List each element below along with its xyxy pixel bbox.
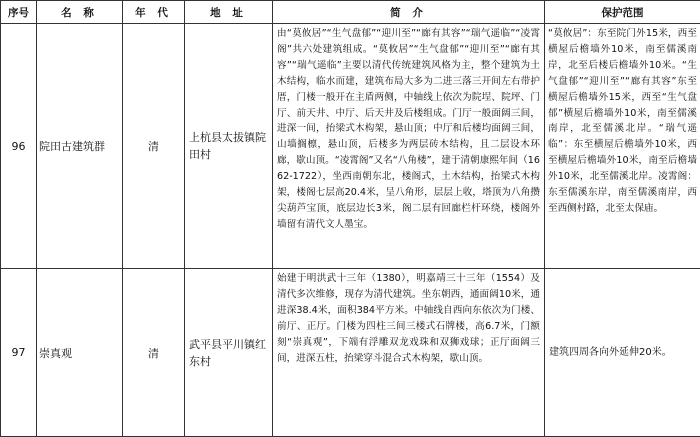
row-address: 武平县平川镇红东村 [185,269,273,437]
row-name: 院田古建筑群 [37,24,123,269]
row-intro-cell [273,24,545,269]
header-intro: 简 介 [273,1,545,24]
row-intro: 始建于明洪武十三年（1380），明嘉靖三十三年（1554）及清代多次维修，现存为清代建筑。坐东朝西，通面阔10米，通进深38.4米，面积384平方米。中轴线自西向东依次为门楼、前厅、正厅。门楼为四柱三间三楼式石牌楼，高6.7米，门额刻“崇真观”，下端有浮雕双龙戏珠和双狮戏球；正厅面阔三间，进深五柱，抬梁穿斗混合式木构架，歇山顶。 [277,271,540,366]
header-address: 地 址 [185,1,273,24]
header-era: 年 代 [123,1,185,24]
row-name: 崇真观 [37,269,123,437]
row-number: 97 [1,269,37,437]
row-protection-cell [545,269,700,437]
table-row [1,269,700,437]
row-era: 清 [123,269,185,437]
header-name: 名 称 [37,1,123,24]
row-number: 96 [1,24,37,269]
row-address: 上杭县太拔镇院田村 [185,24,273,269]
row-intro: 由“莫攸居”“生气盘郁”“迎川至”“廊有其容”“瑞气遥临”“凌霄阁”共六处建筑组成。“莫攸居”“生气盘郁”“迎川至”“廊有其容”“瑞气遥临”主要以清代传统建筑风格为主，整个建筑为土木结构，临水而建，建筑布局大多为二进三落三开间左右带护厝，门楼一般开在主盾两侧，中轴线上依次为院埕、院坪、门厅、前天井、中厅、后天井及后楼组成。门厅一般面阔三间，进深一间，抬梁式木构架，悬山顶；中厅和后楼均面阔三间，山墙搁檩，悬山顶，后楼多为两层砖木结构，且二层设木环廊，歇山顶。“凌霄阁”又名“八角楼”，建于清朝康熙年间（1662-1722），坐西南朝东北，楼阁式，土木结构，抬梁式木构架，楼阁七层高20.4米，呈八角形，层层上收，塔顶为八角攒尖葫芦宝顶，底层边长3米，阁二层有回廊栏杆环绕，楼阁外墙留有清代文人墨宝。 [277,26,540,233]
row-era: 清 [123,24,185,269]
table-row [1,24,700,269]
row-intro-cell [273,269,545,437]
table-header-row [1,1,700,24]
row-protection-cell [545,24,700,269]
row-protection: 建筑四周各向外延伸20米。 [549,345,696,360]
header-number: 序号 [1,1,37,24]
row-protection: “莫攸居”：东至院门外15米，西至横屋后檐墙外10米，南至儒溪南岸，北至后楼后檐墙外10米。“生气盘郁”“迎川至”“廊有其容”东至横屋后檐墙外15米，西至“生气盘郁”横屋后檐墙外10米，南至儒溪南岸，北至儒溪北岸。“瑞气遥临”：东至横屋后檐墙外10米，西至横屋后檐墙外10米，南至后檐墙外10米，北至儒溪北岸。凌霄阁：东至儒溪东岸，南至儒溪南岸，西至西侧村路，北至太保庙。 [548,26,697,217]
header-protection: 保护范围 [545,1,700,24]
